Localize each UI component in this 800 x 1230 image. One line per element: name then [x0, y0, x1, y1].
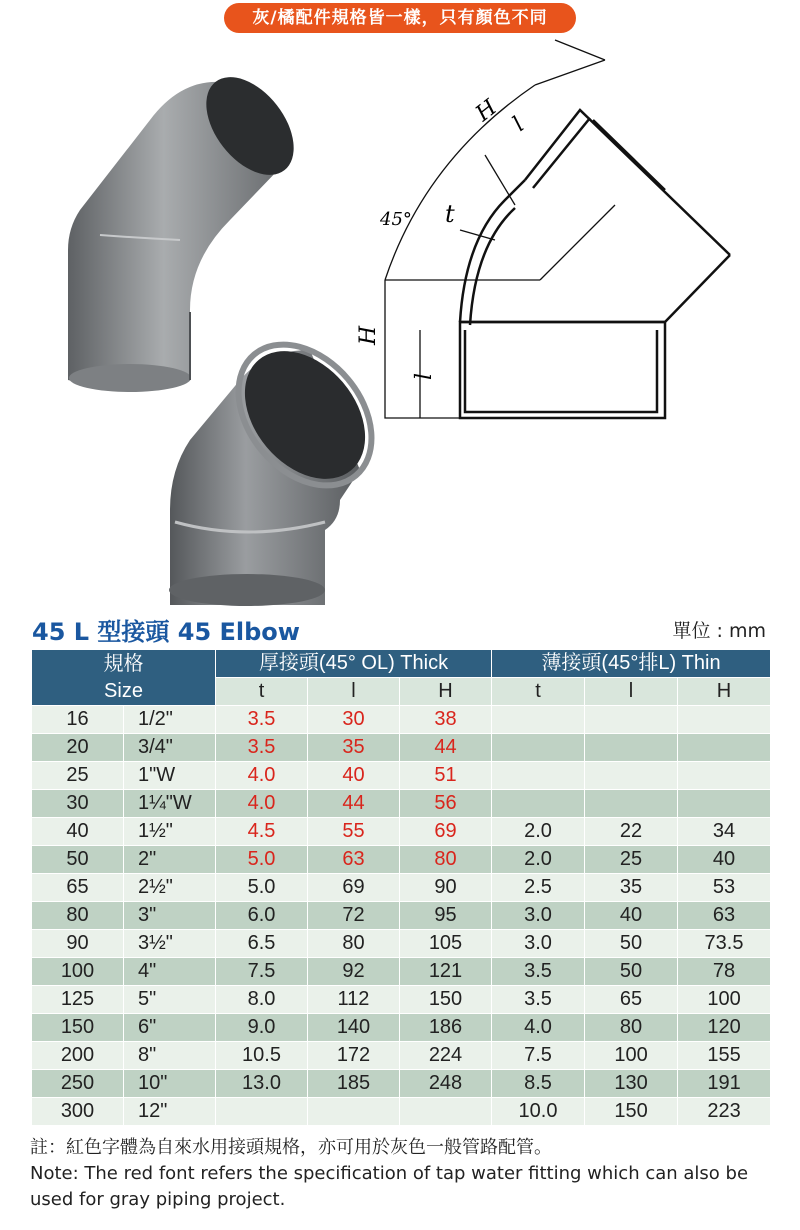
cell-thin-h [678, 734, 771, 762]
cell-thin-t: 3.0 [492, 902, 585, 930]
cell-thick-l: 185 [308, 1070, 400, 1098]
cell-thick-t: 8.0 [216, 986, 308, 1014]
cell-size-mm: 250 [32, 1070, 124, 1098]
cell-size-in: 3/4" [124, 734, 216, 762]
cell-thick-t [216, 1098, 308, 1126]
cell-thin-l: 65 [585, 986, 678, 1014]
color-note-banner: 灰/橘配件規格皆一樣，只有顏色不同 [224, 3, 576, 33]
cell-thick-h: 80 [400, 846, 492, 874]
cell-size-mm: 90 [32, 930, 124, 958]
sub-header-l-thin: l [585, 678, 678, 706]
cell-thick-h: 121 [400, 958, 492, 986]
cell-thick-l: 112 [308, 986, 400, 1014]
cell-thick-t: 6.5 [216, 930, 308, 958]
cell-thin-h [678, 706, 771, 734]
elbow-dimension-drawing [356, 40, 765, 440]
sub-header-l-thick: l [308, 678, 400, 706]
footnote-cn: 註：紅色字體為自來水用接頭規格，亦可用於灰色一般管路配管。 [30, 1137, 552, 1158]
cell-thin-t: 2.5 [492, 874, 585, 902]
cell-thick-h: 105 [400, 930, 492, 958]
cell-thick-h: 44 [400, 734, 492, 762]
elbow-product-photo [40, 60, 400, 600]
cell-thin-l [585, 734, 678, 762]
cell-thick-t: 7.5 [216, 958, 308, 986]
footnote [30, 1135, 780, 1213]
cell-thick-l [308, 1098, 400, 1126]
cell-size-mm: 30 [32, 790, 124, 818]
cell-thin-l: 50 [585, 958, 678, 986]
table-row [32, 762, 771, 790]
table-row [32, 734, 771, 762]
cell-thin-l [585, 706, 678, 734]
cell-thin-t: 8.5 [492, 1070, 585, 1098]
cell-thick-l: 63 [308, 846, 400, 874]
spec-table [31, 649, 771, 1126]
cell-thin-h: 191 [678, 1070, 771, 1098]
diagram-label-l-side: l [412, 372, 437, 380]
table-row [32, 1098, 771, 1126]
unit-label: 單位 : mm [672, 620, 766, 642]
cell-thin-t: 3.5 [492, 958, 585, 986]
table-row [32, 930, 771, 958]
cell-thin-h: 120 [678, 1014, 771, 1042]
cell-thin-t [492, 734, 585, 762]
cell-size-mm: 100 [32, 958, 124, 986]
cell-thin-l: 80 [585, 1014, 678, 1042]
cell-thin-t: 7.5 [492, 1042, 585, 1070]
cell-thick-t: 13.0 [216, 1070, 308, 1098]
cell-size-in: 3½" [124, 930, 216, 958]
cell-thick-t: 10.5 [216, 1042, 308, 1070]
cell-thin-h: 100 [678, 986, 771, 1014]
cell-thin-l: 150 [585, 1098, 678, 1126]
cell-thick-t: 4.5 [216, 818, 308, 846]
cell-size-mm: 20 [32, 734, 124, 762]
cell-thick-l: 55 [308, 818, 400, 846]
cell-size-in: 4" [124, 958, 216, 986]
cell-thick-l: 40 [308, 762, 400, 790]
cell-thick-h: 69 [400, 818, 492, 846]
cell-size-in: 1/2" [124, 706, 216, 734]
cell-thin-h: 53 [678, 874, 771, 902]
cell-thin-h: 34 [678, 818, 771, 846]
cell-thick-t: 9.0 [216, 1014, 308, 1042]
cell-size-mm: 200 [32, 1042, 124, 1070]
cell-size-in: 2" [124, 846, 216, 874]
size-header-en: Size [104, 679, 143, 702]
table-row [32, 818, 771, 846]
diagram-label-h-side: H [356, 325, 381, 345]
footnote-en: Note: The red font refers the specification of tap water fitting which can also be used for gray piping project. [30, 1163, 749, 1210]
cell-thick-h: 56 [400, 790, 492, 818]
cell-thin-l: 100 [585, 1042, 678, 1070]
cell-thin-t: 2.0 [492, 818, 585, 846]
cell-thin-l: 50 [585, 930, 678, 958]
cell-thin-t [492, 706, 585, 734]
cell-thick-l: 72 [308, 902, 400, 930]
size-header-cn: 規格 [103, 652, 144, 675]
cell-size-in: 1½" [124, 818, 216, 846]
table-row [32, 1014, 771, 1042]
cell-thin-h: 223 [678, 1098, 771, 1126]
cell-thin-t: 10.0 [492, 1098, 585, 1126]
cell-thick-t: 4.0 [216, 790, 308, 818]
cell-size-in: 2½" [124, 874, 216, 902]
sub-header-t-thin: t [492, 678, 585, 706]
sub-header-t-thick: t [216, 678, 308, 706]
table-row [32, 706, 771, 734]
table-row [32, 902, 771, 930]
cell-thick-h [400, 1098, 492, 1126]
cell-size-mm: 25 [32, 762, 124, 790]
cell-thin-l [585, 762, 678, 790]
cell-thin-l: 22 [585, 818, 678, 846]
cell-size-in: 8" [124, 1042, 216, 1070]
cell-size-in: 1¼"W [124, 790, 216, 818]
cell-thin-l: 25 [585, 846, 678, 874]
cell-thick-h: 51 [400, 762, 492, 790]
sub-header-h-thin: H [678, 678, 771, 706]
cell-thin-h: 78 [678, 958, 771, 986]
cell-thin-t [492, 790, 585, 818]
table-row [32, 846, 771, 874]
thick-header: 厚接頭(45° OL) Thick [216, 650, 492, 678]
cell-thin-l [585, 790, 678, 818]
cell-thick-l: 30 [308, 706, 400, 734]
diagram-label-l-top: l [508, 112, 530, 137]
cell-thin-t: 3.0 [492, 930, 585, 958]
table-row [32, 874, 771, 902]
cell-thick-t: 3.5 [216, 734, 308, 762]
cell-thick-t: 5.0 [216, 846, 308, 874]
cell-size-in: 6" [124, 1014, 216, 1042]
cell-thin-l: 130 [585, 1070, 678, 1098]
cell-thin-l: 40 [585, 902, 678, 930]
cell-size-in: 10" [124, 1070, 216, 1098]
cell-thin-t: 4.0 [492, 1014, 585, 1042]
cell-thick-l: 44 [308, 790, 400, 818]
cell-thick-t: 3.5 [216, 706, 308, 734]
cell-thick-t: 4.0 [216, 762, 308, 790]
cell-thin-h [678, 790, 771, 818]
cell-thick-l: 80 [308, 930, 400, 958]
cell-thin-l: 35 [585, 874, 678, 902]
cell-thick-l: 69 [308, 874, 400, 902]
cell-thick-h: 38 [400, 706, 492, 734]
cell-size-mm: 65 [32, 874, 124, 902]
cell-size-mm: 50 [32, 846, 124, 874]
diagram-label-angle: 45° [380, 209, 412, 230]
cell-thin-h: 155 [678, 1042, 771, 1070]
cell-size-in: 12" [124, 1098, 216, 1126]
table-row [32, 1042, 771, 1070]
cell-size-in: 1"W [124, 762, 216, 790]
cell-thick-l: 140 [308, 1014, 400, 1042]
cell-thick-t: 5.0 [216, 874, 308, 902]
section-header [30, 612, 770, 646]
thin-header: 薄接頭(45°排L) Thin [492, 650, 771, 678]
cell-thick-l: 172 [308, 1042, 400, 1070]
cell-thick-h: 90 [400, 874, 492, 902]
cell-thin-h: 40 [678, 846, 771, 874]
sub-header-h-thick: H [400, 678, 492, 706]
cell-thick-h: 186 [400, 1014, 492, 1042]
size-header [32, 650, 216, 706]
cell-size-mm: 40 [32, 818, 124, 846]
table-row [32, 986, 771, 1014]
cell-thick-h: 248 [400, 1070, 492, 1098]
cell-size-mm: 125 [32, 986, 124, 1014]
cell-thick-h: 224 [400, 1042, 492, 1070]
cell-thick-h: 95 [400, 902, 492, 930]
table-row [32, 958, 771, 986]
cell-size-mm: 300 [32, 1098, 124, 1126]
cell-size-mm: 16 [32, 706, 124, 734]
cell-size-mm: 80 [32, 902, 124, 930]
product-title: 45 L 型接頭 45 Elbow [32, 618, 300, 646]
table-row [32, 1070, 771, 1098]
diagram-label-h-top: H [471, 95, 502, 127]
cell-thin-t: 2.0 [492, 846, 585, 874]
cell-thick-t: 6.0 [216, 902, 308, 930]
cell-thin-h: 73.5 [678, 930, 771, 958]
cell-thick-l: 35 [308, 734, 400, 762]
cell-thin-t [492, 762, 585, 790]
diagram-label-t: t [445, 200, 455, 228]
cell-size-mm: 150 [32, 1014, 124, 1042]
cell-thick-l: 92 [308, 958, 400, 986]
cell-thin-t: 3.5 [492, 986, 585, 1014]
cell-size-in: 5" [124, 986, 216, 1014]
cell-thin-h: 63 [678, 902, 771, 930]
table-row [32, 790, 771, 818]
cell-thin-h [678, 762, 771, 790]
cell-thick-h: 150 [400, 986, 492, 1014]
cell-size-in: 3" [124, 902, 216, 930]
